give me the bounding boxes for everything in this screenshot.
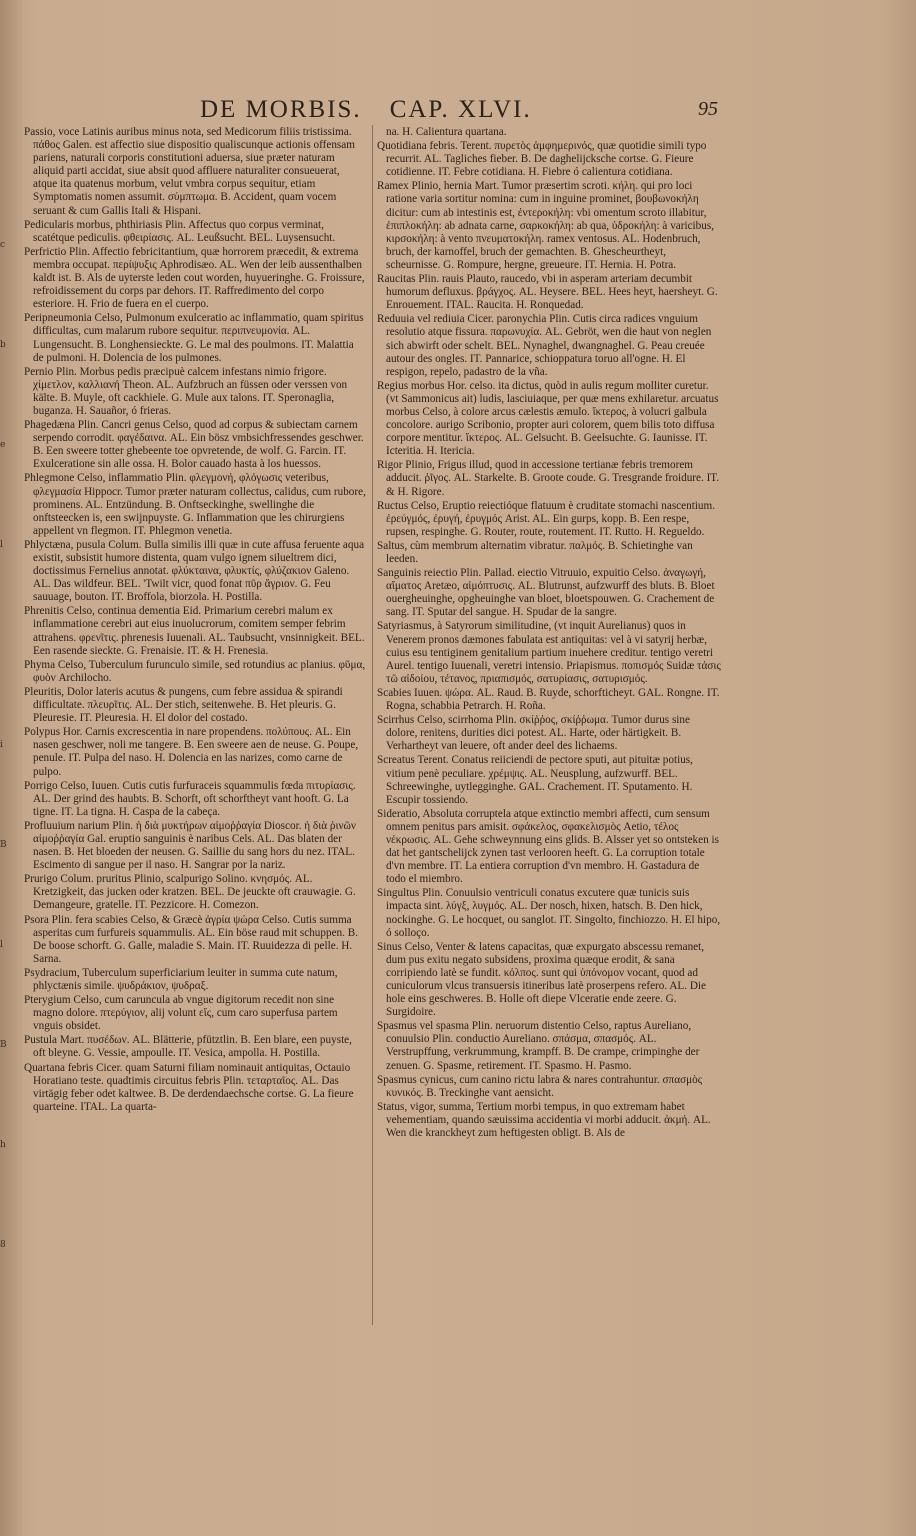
entry-headword: Phrenitis — [24, 605, 64, 618]
entry-text: Celso, Tuberculum furunculo simile, sed rotundius ac planius. φῦμα, φυὸν Archilocho. — [33, 658, 366, 684]
dictionary-entry — [377, 1101, 721, 1140]
entry-headword: Psora — [24, 913, 49, 926]
entry-text: Plin. Morbus pedis præcipuè calcem infestans nimio frigore. χίμετλον, καλλιανή Theon. AL. Aufzbruch an füssen oder verssen von kälte. B. Muyle, oft cackhiele. G. Mule aux talons. IT. Speronaglia, buganza. H. Sauañor, ó frieras. — [33, 365, 348, 417]
entry-text: Hor. celso. ita dictus, quòd in aulis regum molliter curetur. (vt Sammonicus ait) ludis, lasciuiaque, per quæ mens exhilaretur. arcuatus morbus Celso, à colore arcus cælestis æmulo. ἴκτερος, à volucri galbula concolore. aurigo Scribonio, propter auri colorem, quem bilis toto diffusa corpore mentitur. ἴκτερος. AL. Gelsucht. B. Geelsuchte. G. Iaunisse. IT. Icteritia. H. Itericia. — [386, 379, 719, 458]
entry-text: Celso, inflammatio Plin. φλεγμονή, φλόγωσις veteribus, φλεγμασία Hippocr. Tumor præter naturam collectus, calidus, cum rubore, prominens. AL. Entzündung. B. Onftseckinghe, swellinghe die onftsteecken is, een swijnpuyste. G. Inflammation que les chirurgiens appellent vn flegmon. IT. Phlegmon venetia. — [33, 472, 366, 537]
entry-headword: Sideratio, — [377, 807, 421, 820]
entry-headword: Prurigo — [24, 873, 58, 886]
dictionary-entry — [377, 126, 721, 139]
entry-headword: Passio, — [24, 126, 56, 138]
entry-headword: Quotidiana — [377, 140, 427, 153]
dictionary-entry — [377, 380, 721, 459]
entry-text: Plin. rauis Plauto, raucedo, vbi in asperam arteriam decumbit humorum defluxus. βράγχος. AL. Heysere. BEL. Hees heyt, haersheyt. G. Enrouement. ITAL. Raucita. H. Ronquedad. — [386, 273, 718, 312]
margin-note: B — [0, 840, 7, 850]
dictionary-entry — [24, 126, 366, 218]
entry-headword: Sinus — [377, 940, 402, 953]
dictionary-entry — [377, 567, 721, 619]
entry-text: Celso, Venter & latens capacitas, quæ expurgato abscessu remanet, dum pus exitu negato subsidens, proxima quæque erodit, & sana corripiendo latè se fundit. κόλπος. sunt qui ὑπόνομον vocant, quod ad cuniculorum vlcus transuersis itineribus latè proserpens refero. AL. Die hole eins geschweres. B. Holle oft diepe Vlceratie ende zeere. G. Surgidoire. — [386, 940, 706, 1019]
entry-text: Terent. Conatus reiiciendi de pectore sputi, aut pituitæ potius, vitium penè peculiare. χρέμψις. AL. Neusplung, aufzwurff. BEL. Schreewinghe, uytlegginghe. GAL. Crachement. IT. Sputamento. H. Escupir tossiendo. — [386, 754, 693, 806]
entry-text: cùm membrum alternatim vibratur. παλμός. B. Schietinghe van leeden. — [386, 539, 693, 565]
right-column — [377, 126, 721, 1141]
entry-text: Celso, continua dementia Eid. Primarium cerebri malum ex inflammatione cerebri aut eius inuolucrorum, comitem semper febrim attrahens. φρενῖτις. phrenesis Iuuenali. AL. Taubsucht, vnsinnigkeit. BEL. Een rasende sieckte. G. Frenaisie. IT. & H. Frenesia. — [33, 605, 365, 657]
entry-text: phthiriasis Plin. Affectus quo corpus verminat, scatétque pediculis. φθειρίασις. AL. Leußsucht. BEL. Luysensucht. — [33, 218, 336, 244]
entry-headword: Peripneumonia — [24, 312, 92, 325]
entry-text: Tuberculum superficiarium leuiter in summa cute natum, phlyctænis simile. ψυδράκιον, ψυδραξ. — [33, 966, 338, 992]
running-head-title: DE MORBIS. — [200, 96, 362, 123]
column-rule — [372, 125, 373, 1325]
entry-text: Plin. Cancri genus Celso, quod ad corpus & subiectam carnem serpendo corrodit. φαγέδαινα. AL. Ein bösz vmbsichfressendes geschwer. B. Een sweere totter ghebeente toe opvretende, de wolf. G. Farcin. IT. Exulceratione sin alle ossa. H. Bolor cauado hasta à los huessos. — [33, 419, 364, 471]
entry-headword: Pleuritis, — [24, 685, 65, 698]
entry-text: à Satyrorum similitudine, (vt inquit Aurelianus) quos in Venerem pronos dæmones fabulata est antiquitas: vel à vi satyrij herbæ, cuius esu tentiginem genitalium partium inuehere creditur. tentigo veretri Aurel. tentigo Iuuenali, veretri intensio. Priapismus. ποπισμός Suidæ τάσις τῶ αἰδοίου, τέτανος, πριαπισμός, σατυρίασις, σατυρισμός. — [386, 620, 721, 685]
dictionary-entry — [377, 180, 721, 272]
entry-text: Plinio, hernia Mart. Tumor præsertim scroti. κήλη. qui pro loci ratione varia sortitur nomina: cum in inguine prominet, βουβωνοκήλη dicitur: cum ab intestinis est, ἐντεροκήλη: vbi omentum scroto illabitur, ἐπιπλοκήλη: ab adnata carne, σαρκοκήλη: ab qua, ὑδροκήλη: à varicibus, κιρσοκήλη: à vento πνευματοκήλη. ramex ventosus. AL. Hodenbruch, bruch, der karnoffel, bruch der gemachten. B. Ghescheurtheyt, scheurnisse. G. Rompure, hergne, greueure. IT. Hernia. H. Potra. — [386, 180, 715, 271]
dictionary-entry — [24, 873, 366, 912]
entry-text: Plinio, Frigus illud, quod in accessione tertianæ febris tremorem adducit. ῥῖγος. AL. Starkelte. B. Groote coude. G. Tresgrande froidure. IT. & H. Rigore. — [386, 459, 720, 498]
entry-text: vel rediuia Cicer. paronychia Plin. Cutis circa radices vnguium resolutio atque fissura. παρωνυχία. AL. Gebröt, wen die haut von neglen sich abwirft oder schelt. BEL. Nynaghel, dwangnaghel. G. Peau creuée autour des ongles. IT. Pannarice, schioppatura toruo all'ogne. H. El respigon, repelo, padastro de la vña. — [386, 313, 712, 378]
entry-text: cum canino rictu labra & nares contrahuntur. σπασμὸς κυνικός. B. Treckinghe vant aensicht. — [386, 1073, 703, 1099]
dictionary-entry — [377, 273, 721, 312]
entry-text: febris Cicer. quam Saturni filiam nominauit antiquitas, Octauio Horatiano teste. quadtimis circuitus febris Plin. τεταρταῖος. AL. Das virtägig feber odet kaltwee. B. De derdendaechsche cortse. G. La fieure quarteine. ITAL. La quarta- — [33, 1061, 354, 1113]
margin-note: 8 — [0, 1240, 6, 1250]
entry-text: Plin. ἡ διὰ μυκτήρων αἱμοῤῥαγία Dioscor. ἡ διὰ ῥινῶν αἱμοῤῥαγία Gal. eruptio sanguinis è naribus Cels. AL. Das blaten der nasen. B. Het bloeden der neusen. G. Saillie du sang hors du nez. ITAL. Escimento di sangue per il naso. H. Sangrar por la nariz. — [33, 819, 356, 872]
dictionary-entry — [24, 472, 366, 537]
dictionary-entry — [377, 687, 721, 713]
entry-headword: Pernio — [24, 365, 54, 378]
entry-headword: Regius morbus — [377, 379, 445, 392]
entry-headword: Status, — [377, 1100, 408, 1113]
dictionary-entry — [377, 140, 721, 179]
dictionary-entry — [24, 659, 366, 685]
dictionary-entry — [377, 459, 721, 498]
margin-note: h — [0, 1140, 6, 1150]
entry-headword: Polypus — [24, 726, 61, 739]
dictionary-entry — [377, 714, 721, 753]
entry-headword: Reduuia — [377, 313, 415, 326]
entry-text: Absoluta corruptela atque extinctio membri affecti, cum sensum omnem penitus pars amisit. σφάκελος, σφακελισμὸς Aetio, τέλος νέκρωσις. AL. Gehe schweynnung eins glids. B. Alsser yet so ontsteken is dat het gantschelijck zynen tast verlooren heeft. G. La corruption totale d'vn membre. IT. La entiera corruption d'vn membro. H. Gastadura de todo el miembro. — [386, 807, 719, 886]
entry-headword: Spasmus cynicus, — [377, 1073, 457, 1086]
entry-headword: Psydracium, — [24, 966, 80, 979]
entry-text: Celso, Iuuen. Cutis cutis furfuraceis squammulis fœda πιτυρίασις. AL. Der grind des haubts. B. Schorft, oft schorftheyt vant hooft. G. La tigne. IT. La tigna. H. Caspa de la cabeça. — [33, 779, 356, 818]
dictionary-entry — [377, 1020, 721, 1072]
dictionary-entry — [377, 1074, 721, 1100]
margin-note: i — [0, 740, 3, 750]
dictionary-entry — [24, 419, 366, 471]
dictionary-entry — [377, 620, 721, 685]
entry-headword: Quartana — [24, 1061, 65, 1074]
margin-note: l — [0, 540, 3, 550]
dictionary-entry — [377, 500, 721, 539]
entry-text: Hor. Carnis excrescentia in nare propendens. πολύπους. AL. Ein nasen geschwer, noli me tangere. B. Een sweere aen de neuse. G. Poupe, penule. IT. Pulpa del naso. H. Dolencia en las narizes, como carne de pulpo. — [33, 726, 359, 778]
dictionary-entry — [377, 808, 721, 887]
running-head — [200, 96, 760, 124]
entry-headword: Phlyctæna, — [24, 538, 74, 551]
dictionary-entry — [377, 941, 721, 1020]
margin-note: B — [0, 1040, 7, 1050]
entry-text: vigor, summa, Tertium morbi tempus, in quo extremam habet vehementiam, quando sæuissima accidentia vi morbi adducit. ἀκμή. AL. Wen die kranckheyt zum heftigesten obligt. B. Als de — [386, 1100, 711, 1140]
dictionary-entry — [24, 1034, 366, 1060]
dictionary-entry — [24, 914, 366, 966]
dictionary-entry — [24, 726, 366, 778]
margin-note: b — [0, 340, 6, 350]
entry-headword: Porrigo — [24, 779, 58, 792]
margin-note: c — [0, 240, 6, 250]
dictionary-entry — [24, 312, 366, 364]
entry-headword: Spasmus — [377, 1020, 417, 1033]
entry-text: Colum. pruritus Plinio, scalpurigo Solino. κνησμός. AL. Kretzigkeit, das jucken oder kratzen. BEL. De jeuckte oft crauwagie. G. Demangeure, gratelle. IT. Pezzicore. H. Comezon. — [33, 873, 356, 912]
entry-headword: Scirrhus — [377, 714, 415, 727]
entry-headword: Raucitas — [377, 273, 416, 286]
entry-text: febris. Terent. πυρετὸς ἀμφημερινός, quæ quotidie simili typo recurrit. AL. Tagliches fieber. B. De daghelijcksche cortse. G. Fieure cotidienne. IT. Febre cotidiana. H. Fiebre ó calientura cotidiana. — [386, 140, 707, 179]
entry-headword: Perfrictio — [24, 245, 67, 258]
entry-headword: Pedicularis morbus, — [24, 218, 113, 231]
dictionary-entry — [24, 780, 366, 819]
entry-headword: Rigor — [377, 459, 403, 472]
entry-text: voce Latinis auribus minus nota, sed Medicorum filiis tristissima. πάθος Galen. est affectio siue dispositio qualiscunque actionis offensam pariens, naturali corporis constitutioni aduersa, siue præter naturam aliquid parti accidat, siue absit quod affluere naturaliter consueuerat, atque ita quatenus morbum, velut vmbra corpus sequitur, etiam Symptomatis nomen assumit. σύμπτωμα. B. Accident, quam vocem seruant & cum Gallis Itali & Hispani. — [33, 126, 355, 217]
entry-headword: Singultus — [377, 887, 420, 900]
margin-note: e — [0, 440, 6, 450]
dictionary-entry — [24, 539, 366, 604]
entry-text: Celso, cum caruncula ab vngue digitorum recedit non sine magno dolore. πτερύγιον, alij volunt εἴς, cum caro superfusa partem vnguis obsidet. — [33, 994, 338, 1033]
dictionary-entry — [24, 246, 366, 311]
margin-note: l — [0, 940, 3, 950]
entry-headword: Scabies — [377, 686, 412, 699]
entry-headword: Phagedæna — [24, 419, 75, 432]
binding-gutter — [0, 0, 22, 1536]
dictionary-entry — [24, 366, 366, 418]
page-number: 95 — [698, 98, 718, 120]
entry-headword: Sanguinis reiectio — [377, 567, 458, 580]
left-column — [24, 126, 366, 1115]
entry-text: Dolor lateris acutus & pungens, cum febre assidua & spirandi difficultate. πλευρῖτις. AL. Der stich, seitenwehe. B. Het pleuris. G. Pleuresie. IT. Pleuresia. H. El dolor del costado. — [33, 685, 343, 725]
dictionary-entry — [377, 540, 721, 566]
dictionary-entry — [24, 820, 366, 872]
entry-text: Celso, Eruptio reiectióque flatuum è cruditate stomachi nascentium. ἐρεύγμός, ἐρυγή, ἐρυγμός Arist. AL. Ein gurps, kopp. B. Een respe, rupsen, respinghe. G. Router, route, routement. IT. Rutto. H. Regueldo. — [386, 499, 716, 538]
entry-text: Plin. Affectio febricitantium, quæ horrorem præcedit, & extrema membra occupat. περίψυξις Aphrodisæo. AL. Wen der leib aussenthalben kaldt ist. B. Als de uyterste leden cout worden, huyueringhe. G. Froissure, refroidissement du corps par dehors. IT. Raffredimento del corpo esteriore. H. Frio de fuera en el cuerpo. — [33, 245, 365, 311]
dictionary-entry — [24, 219, 366, 245]
entry-text: Celso, scirrhoma Plin. σκίῤῥος, σκίῤῥωμα. Tumor durus sine dolore, renitens, durities dici potest. AL. Harte, oder härtigkeit. B. Verhartheyt van leuere, oft ander deel des lichaems. — [386, 714, 690, 753]
entry-headword: Profluuium narium — [24, 819, 110, 832]
entry-text: Plin. fera scabies Celso, & Græcè ἀγρία ψώρα Celso. Cutis summa asperitas cum furfureis squammulis. AL. Ein böse raud mit schuppen. B. De boose schorft. G. Galle, maladie S. Main. IT. Ruuidezza di pelle. H. Sarna. — [33, 913, 358, 965]
entry-text: Mart. πυσέδων. AL. Blätterie, pfütztlin. B. Een blare, een puyste, oft bleyne. G. Vessie, ampoulle. IT. Vesica, ampolla. H. Postilla. — [33, 1034, 352, 1060]
entry-text: Plin. Conuulsio ventriculi conatus excutere quæ tunicis suis impacta sint. λύγξ, λυγμός. AL. Der nosch, hixen, hatsch. B. Den hick, nockinghe. G. Le hocquet, ou sanglot. IT. Singolto, finchiozzo. H. El hipo, ó solloço. — [386, 887, 721, 939]
entry-headword: Ructus — [377, 499, 409, 512]
dictionary-entry — [24, 967, 366, 993]
running-head-chapter: CAP. XLVI. — [389, 96, 532, 123]
entry-headword: Ramex — [377, 180, 409, 193]
entry-text: Iuuen. ψώρα. AL. Raud. B. Ruyde, schorfticheyt. GAL. Rongne. IT. Rogna, schabbia Petrarch. H. Roña. — [386, 686, 720, 713]
entry-text: pusula Colum. Bulla similis illi quæ in cute affusa feruente aqua existit, subsistit humore distenta, quam vulgo ignem silueltrem dici, doctissimus Fernelius annotat. φλύκταινα, φλυκτίς, φλύζακιον Galeno. AL. Das wildfeur. BEL. 'Twilt vicr, quod fonat πῦρ ἄγριον. G. Feu sauuage, bouton. IT. Broffola, biorzola. H. Postilla. — [33, 538, 365, 604]
entry-headword: Screatus — [377, 754, 415, 767]
dictionary-entry — [24, 605, 366, 657]
dictionary-entry — [377, 313, 721, 378]
entry-headword: Pterygium — [24, 994, 71, 1007]
dictionary-entry — [24, 1062, 366, 1114]
entry-headword: Pustula — [24, 1034, 57, 1047]
entry-headword: Phlegmone — [24, 472, 75, 485]
dictionary-entry — [24, 686, 366, 725]
entry-text: na. H. Calientura quartana. — [386, 126, 507, 138]
dictionary-entry — [377, 754, 721, 806]
entry-headword: Satyriasmus, — [377, 620, 435, 633]
dictionary-entry — [24, 994, 366, 1033]
dictionary-entry — [377, 887, 721, 939]
entry-text: vel spasma Plin. neruorum distentio Celso, raptus Aureliano, conuulsio Plin. conductio Aureliano. σπάσμα, σπασμός. AL. Verstrupffung, verkrummung, krampff. B. De crampe, crimpinghe der zenuen. G. Spasme, retirement. IT. Spasmo. H. Pasmo. — [386, 1020, 700, 1072]
entry-headword: Saltus, — [377, 539, 408, 552]
entry-text: Plin. Pallad. eiectio Vitruuio, expuitio Celso. ἀναγωγή, αἵματος Aretæo, αἱμόπτυσις. AL. Blutrunst, aufzwurff des bluts. B. Bloet ouergheuinghe, opgheuinghe van bloet, bloetspouwen. G. Crachement de sang. IT. Sputar del sangue. H. Spudar de la sangre. — [386, 567, 715, 619]
entry-text: Celso, Pulmonum exulceratio ac inflammatio, quam spiritus difficultas, cum malarum rubore sequitur. περιπνευμονία. AL. Lungensucht. B. Longhensieckte. G. Le mal des poulmons. IT. Malattia de pulmoni. H. Dolencia de los pulmones. — [33, 312, 364, 364]
entry-headword: Phyma — [24, 658, 56, 671]
